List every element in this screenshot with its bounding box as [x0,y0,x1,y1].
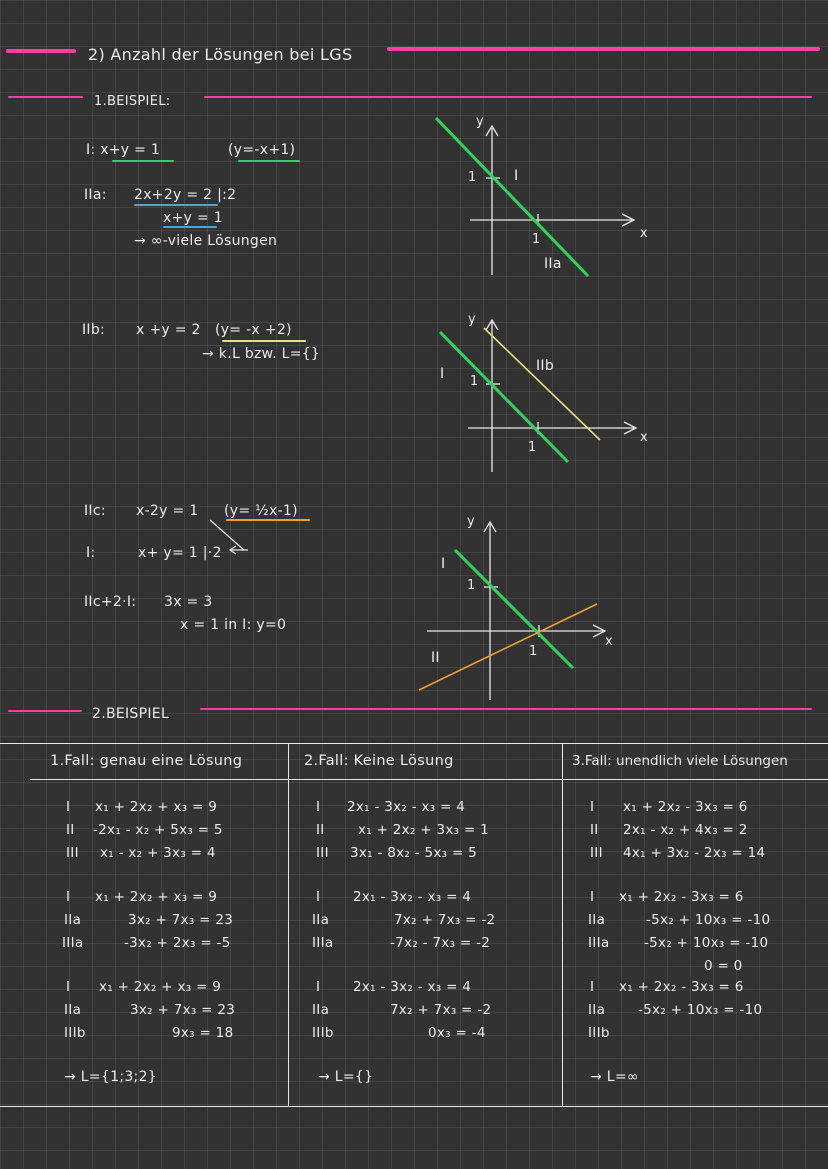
eq-IIc-form: (y= ½x-1) [224,503,298,519]
line-II [419,604,597,690]
case3-row-eq: 4x₁ + 3x₂ - 2x₃ = 14 [623,845,766,861]
eq-IIa-label: IIa: [84,187,107,203]
case3-row-eq: -5x₂ + 10x₃ = -10 [646,912,771,928]
graph-2-tick-y: 1 [470,374,479,389]
case3-row-eq: x₁ + 2x₂ - 3x₃ = 6 [623,799,748,815]
case1-row-eq: x₁ - x₂ + 3x₃ = 4 [100,845,216,861]
case1-row-eq: x₁ + 2x₂ + x₃ = 9 [95,889,218,905]
eq-IIa-result: → ∞-viele Lösungen [134,233,278,249]
table-divider-2 [562,743,563,1106]
case1-row-eq: 9x₃ = 18 [172,1025,234,1041]
example2-bar-left [8,710,82,712]
table-divider-1 [288,743,289,1106]
graph-2-line1-label: I [440,366,445,382]
case3-row-eq: 0 = 0 [704,958,743,974]
case3-row-label: I [590,799,595,815]
eq-I-underline [112,160,174,162]
title-bar-right [387,47,820,51]
eq-I2: x+ y= 1 |·2 [138,545,222,561]
graph-1-tick-x: 1 [532,232,541,247]
case3-row-eq: 2x₁ - x₂ + 4x₃ = 2 [623,822,748,838]
case2-row-label: IIIa [312,935,334,951]
case3-row-label: IIa [588,1002,606,1018]
graph-2-y-label: y [468,312,476,327]
graph-1-line1-label: I [514,168,519,184]
case2-row-eq: x₁ + 2x₂ + 3x₃ = 1 [358,822,490,838]
case2-row-eq: 2x₁ - 3x₂ - x₃ = 4 [347,799,466,815]
case3-row-label: I [590,979,595,995]
graph-1-tick-y: 1 [468,170,477,185]
case1-row-label: IIIa [62,935,84,951]
case1-row-eq: -2x₁ - x₂ + 5x₃ = 5 [93,822,223,838]
example1-bar-left [8,96,83,98]
line-I [440,332,568,462]
graph-2-x-label: x [640,430,648,445]
case3-row-label: IIIb [588,1025,610,1041]
eq-IIa-simplified-underline [163,226,217,228]
case1-row-label: I [66,889,71,905]
case2-header: 2.Fall: Keine Lösung [304,753,454,769]
case1-header: 1.Fall: genau eine Lösung [50,753,243,769]
case1-row-label: IIa [64,1002,82,1018]
eq-IIa: 2x+2y = 2 |:2 [134,187,237,203]
example2-label: 2.BEISPIEL [92,706,170,722]
case2-result: → L={} [318,1069,374,1085]
case2-row-label: IIa [312,912,330,928]
case2-row-label: III [316,845,329,861]
case2-row-label: I [316,979,321,995]
graph-3-line1-label: I [441,556,446,572]
case3-row-label: I [590,889,595,905]
case3-row-eq: -5x₂ + 10x₃ = -10 [638,1002,763,1018]
eq-IIa-simplified: x+y = 1 [163,210,223,226]
table-top-border [0,743,828,744]
case1-row-label: IIa [64,912,82,928]
case1-row-label: IIIb [64,1025,86,1041]
case3-row-eq: x₁ + 2x₂ - 3x₃ = 6 [619,979,744,995]
case2-row-eq: 2x₁ - 3x₂ - x₃ = 4 [353,889,472,905]
case2-row-label: IIa [312,1002,330,1018]
eq-comb: 3x = 3 [164,594,213,610]
case1-row-eq: -3x₂ + 2x₃ = -5 [124,935,231,951]
eq-final: x = 1 in I: y=0 [180,617,287,633]
example1-bar-right [204,96,812,98]
case1-row-eq: 3x₂ + 7x₃ = 23 [130,1002,236,1018]
case1-row-eq: x₁ + 2x₂ + x₃ = 9 [99,979,222,995]
eq-I-form: (y=-x+1) [228,142,296,158]
graph-2-tick-x: 1 [528,440,537,455]
case3-result: → L=∞ [590,1069,639,1085]
line-IIb [484,328,600,440]
eq-IIb: x +y = 2 [136,322,201,338]
case1-row-label: II [66,822,75,838]
table-header-border [30,779,828,780]
line-I [455,550,573,668]
case1-row-label: I [66,979,71,995]
eq-I: I: x+y = 1 [86,142,161,158]
case2-row-eq: -7x₂ - 7x₃ = -2 [390,935,491,951]
graph-1 [420,110,660,285]
eq-comb-label: IIc+2·I: [84,594,137,610]
case2-row-eq: 2x₁ - 3x₂ - x₃ = 4 [353,979,472,995]
graph-1-line2-label: IIa [544,256,562,272]
eq-I2-label: I: [86,545,96,561]
eq-IIa-underline [134,204,218,206]
graph-1-y-label: y [476,114,484,129]
graph-3 [415,512,655,702]
graph-2 [420,312,660,477]
case3-header: 3.Fall: unendlich viele Lösungen [572,753,788,769]
case3-row-label: IIa [588,912,606,928]
line-I [436,118,588,276]
table-bottom-border [0,1106,828,1107]
case2-row-label: I [316,799,321,815]
example2-bar-right [200,708,812,710]
case3-row-label: II [590,822,599,838]
case1-row-label: I [66,799,71,815]
case2-row-label: I [316,889,321,905]
eq-IIb-result: → k.L bzw. L={} [202,346,321,362]
graph-3-tick-x: 1 [529,644,538,659]
case1-row-label: III [66,845,79,861]
eq-IIc: x-2y = 1 [136,503,199,519]
case2-row-label: II [316,822,325,838]
case3-row-eq: x₁ + 2x₂ - 3x₃ = 6 [619,889,744,905]
example1-label: 1.BEISPIEL: [94,94,171,109]
case1-result: → L={1;3;2} [64,1069,157,1085]
case1-row-eq: x₁ + 2x₂ + x₃ = 9 [95,799,218,815]
case3-row-label: IIIa [588,935,610,951]
eq-IIb-form: (y= -x +2) [215,322,292,338]
case2-row-eq: 7x₂ + 7x₃ = -2 [394,912,496,928]
title-bar-left [6,49,76,53]
case3-row-label: III [590,845,603,861]
graph-1-x-label: x [640,226,648,241]
case2-row-eq: 0x₃ = -4 [428,1025,486,1041]
eq-IIc-label: IIc: [84,503,106,519]
graph-3-x-label: x [605,634,613,649]
eq-IIb-label: IIb: [82,322,106,338]
graph-3-y-label: y [467,514,475,529]
page-title: 2) Anzahl der Lösungen bei LGS [88,45,353,64]
graph-3-line2-label: II [431,650,440,666]
case3-row-eq: -5x₂ + 10x₃ = -10 [644,935,769,951]
eq-IIb-form-underline [222,340,306,342]
case2-row-eq: 3x₁ - 8x₂ - 5x₃ = 5 [350,845,478,861]
graph-2-line2-label: IIb [536,358,555,374]
case2-row-label: IIIb [312,1025,334,1041]
case1-row-eq: 3x₂ + 7x₃ = 23 [128,912,234,928]
graph-3-tick-y: 1 [467,578,476,593]
eq-I-form-underline [238,160,300,162]
case2-row-eq: 7x₂ + 7x₃ = -2 [390,1002,492,1018]
